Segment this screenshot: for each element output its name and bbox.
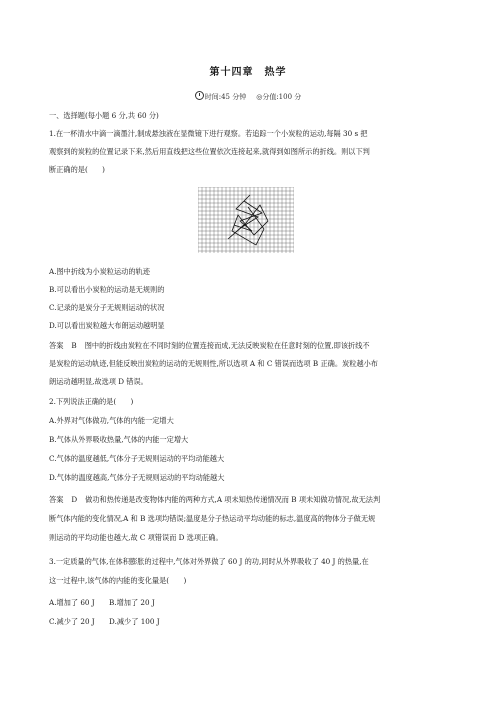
q2-stem: 2.下列说法正确的是( ) [49, 397, 134, 406]
q1-explanation-1: 图中的折线由炭粒在不同时刻的位置连接而成,无法反映炭粒在任意时刻的位置,即该折线不 [84, 341, 370, 350]
chapter-title: 第十四章 热学 [209, 67, 287, 78]
q1-stem-line3: 断正确的是( ) [49, 165, 105, 174]
clock-icon [195, 91, 204, 100]
exam-time: 时间:45 分钟 [204, 93, 247, 101]
q2-explanation-2: 断气体内能的变化情况,A 和 B 选项均错误;温度是分子热运动平均动能的标志,温度高的物体分子做无规 [49, 514, 376, 523]
q1-option-d: D.可以看出炭粒越大布朗运动越明显 [49, 321, 165, 330]
exam-score: 分值:100 分 [262, 93, 302, 101]
q3-options-ab: A.增加了 60 J B.增加了 20 J [49, 598, 155, 607]
q2-option-d: D.气体的温度越高,气体分子无规则运动的平均动能越大 [49, 473, 225, 482]
q2-answer-key: D [71, 495, 78, 504]
q2-explanation-1: 做功和热传递是改变物体内能的两种方式,A 项未知热传递情况而 B 项未知做功情况,故无法判 [85, 495, 381, 504]
q2-answer-label: 答案 [49, 495, 64, 504]
q2-answer-line1 [49, 495, 459, 505]
q1-explanation-3: 朗运动越明显,故选项 D 错误。 [49, 377, 148, 386]
q1-explanation-2: 是炭粒的运动轨迹,但能反映出炭粒的运动的无规则性,所以选项 A 和 C 错误而选项 B 正确。炭粒越小布 [49, 359, 378, 368]
section-heading: 一、选择题(每小题 6 分,共 60 分) [49, 111, 159, 120]
q3-stem-line1: 3.一定质量的气体,在体积膨胀的过程中,气体对外界做了 60 J 的功,同时从外界吸收了 40 J 的热量,在 [49, 557, 369, 566]
q1-option-a: A.图中折线为小炭粒运动的轨迹 [49, 267, 150, 276]
q3-stem-line2: 这一过程中,该气体的内能的变化量是( ) [49, 576, 187, 585]
score-icon: ◎ [256, 93, 263, 101]
q1-option-b: B.可以看出小炭粒的运动是无规则的 [49, 285, 165, 294]
q2-explanation-3: 则运动的平均动能也越大,故 C 项错误而 D 选项正确。 [49, 533, 223, 542]
q1-option-c: C.记录的是炭分子无规则运动的状况 [49, 303, 165, 312]
q1-stem-line2: 观察到的炭粒的位置记录下来,然后用直线把这些位置依次连接起来,就得到如图所示的折线。则以下判 [49, 147, 370, 156]
figure-grid [198, 187, 294, 253]
q3-options-cd: C.减少了 20 J D.减少了 100 J [49, 617, 160, 626]
brownian-motion-figure [198, 187, 294, 253]
q2-option-a: A.外界对气体做功,气体的内能一定增大 [49, 416, 174, 425]
q1-answer-label: 答案 [49, 341, 64, 350]
q1-answer-key: B [71, 341, 77, 350]
q1-stem-line1: 1.在一杯清水中滴一滴墨汁,制成悬浊液在显微镜下进行观察。若追踪一个小炭粒的运动,每隔 30 s 把 [49, 129, 368, 138]
q2-option-b: B.气体从外界吸收热量,气体的内能一定增大 [49, 435, 189, 444]
exam-meta [0, 91, 496, 102]
q1-answer-line1 [49, 341, 459, 351]
q2-option-c: C.气体的温度越低,气体分子无规则运动的平均动能越大 [49, 454, 225, 463]
